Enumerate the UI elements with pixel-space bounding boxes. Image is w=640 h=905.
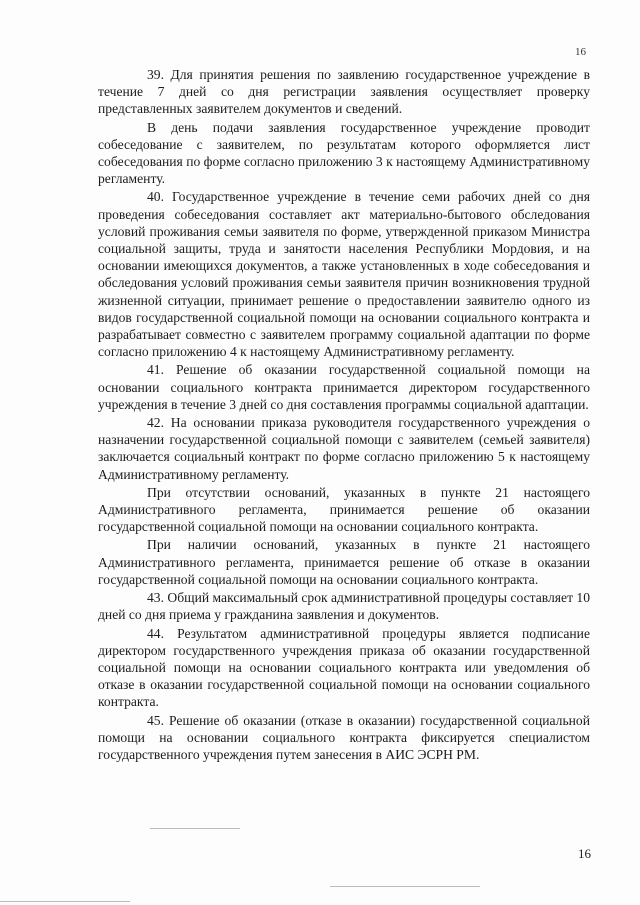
paragraph-42-no-grounds: При отсутствии оснований, указанных в пункте 21 настоящего Административного регламента, принимается решение об оказании государственной социальной помощи на основании социального контракта. xyxy=(98,484,590,535)
document-body xyxy=(98,66,590,764)
paragraph-39-interview: В день подачи заявления государственное учреждение проводит собеседование с заявителем, по результатам которого оформляется лист собеседования по форме согласно приложению 3 к настоящему Административному регламенту. xyxy=(98,119,590,187)
paragraph-39: 39. Для принятия решения по заявлению государственное учреждение в течение 7 дней со дня регистрации заявления осуществляет проверку представленных заявителем документов и сведений. xyxy=(98,67,590,117)
scan-artifact-line xyxy=(150,828,240,829)
paragraph-40: 40. Государственное учреждение в течение семи рабочих дней со дня проведения собеседования составляет акт материально-бытового обследования условий проживания семьи заявителя по форме, утвержденной приказом Министра социальной защиты, труда и занятости населения Республики Мордовия, и на основании имеющихся документов, а также установленных в ходе собеседования и обследования условий проживания семьи заявителя причин возникновения трудной жизненной ситуации, принимает решение о предоставлении заявителю одного из видов государственной социальной помощи на основании социального контракта и разрабатывает совместно с заявителем программу социальной адаптации по форме согласно приложению 4 к настоящему Административному регламенту. xyxy=(98,189,590,360)
scan-artifact-line xyxy=(0,901,130,902)
scan-artifact-line xyxy=(330,886,480,887)
paragraph-41: 41. Решение об оказании государственной социальной помощи на основании социального контракта принимается директором государственного учреждения в течение 3 дней со дня составления программы социальной адаптации. xyxy=(98,362,590,412)
paragraph-42-grounds: При наличии оснований, указанных в пункте 21 настоящего Административного регламента, принимается решение об отказе в оказании государственной социальной помощи на основании социального контракта. xyxy=(98,537,590,587)
paragraph-42: 42. На основании приказа руководителя государственного учреждения о назначении государственной социальной помощи с заявителем (семьей заявителя) заключается социальный контракт по форме согласно приложению 5 к настоящему Административному регламенту. xyxy=(98,415,590,482)
paragraph-43: 43. Общий максимальный срок административной процедуры составляет 10 дней со дня приема у гражданина заявления и документов. xyxy=(98,590,591,623)
paragraph-44: 44. Результатом административной процедуры является подписание директором государственного учреждения приказа об оказании государственной социальной помощи на основании социального контракта или уведомления об отказе в оказании государственной социальной помощи на основании социального контракта. xyxy=(98,625,590,710)
page-number-bottom: 16 xyxy=(578,846,591,861)
page-number-top: 16 xyxy=(575,46,586,58)
paragraph-45: 45. Решение об оказании (отказе в оказании) государственной социальной помощи на основании социального контракта фиксируется специалистом государственного учреждения путем занесения в АИС ЭСРН РМ. xyxy=(98,712,590,762)
